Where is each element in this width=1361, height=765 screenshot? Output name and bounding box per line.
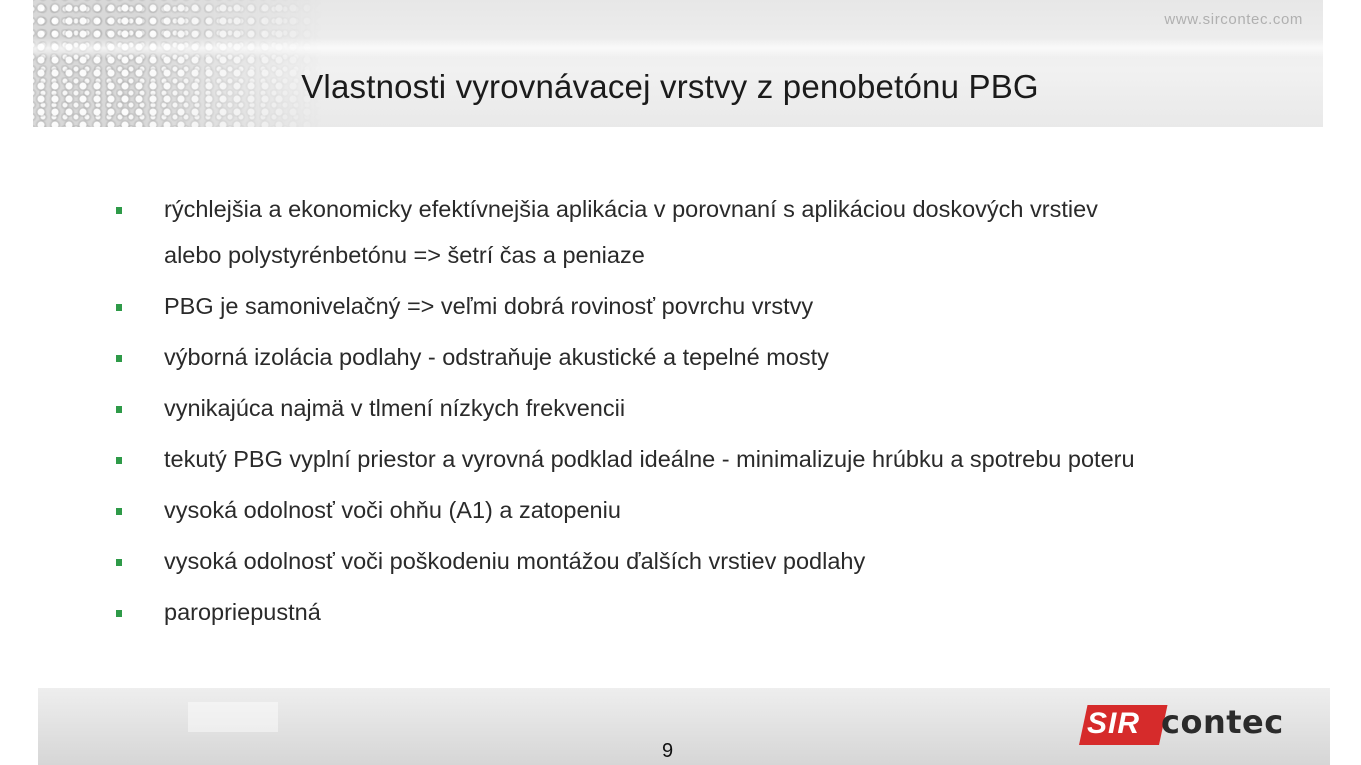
bullet-marker-icon <box>116 610 122 617</box>
bullet-text: vysoká odolnosť voči poškodeniu montážou ďalších vrstiev podlahy <box>164 548 866 574</box>
bullet-marker-icon <box>116 559 122 566</box>
sircontec-logo <box>1079 705 1299 745</box>
slide-title: Vlastnosti vyrovnávacej vrstvy z penobetónu PBG <box>301 68 1039 105</box>
bullet-text: rýchlejšia a ekonomicky efektívnejšia aplikácia v porovnaní s aplikáciou doskových vrstiev <box>164 196 1098 222</box>
bullet-text: vynikajúca najmä v tlmení nízkych frekvencii <box>164 395 626 421</box>
website-url: www.sircontec.com <box>1164 11 1303 28</box>
bullet-marker-icon <box>116 207 122 214</box>
bullet-marker-icon <box>116 406 122 413</box>
footer-decoration <box>188 702 278 732</box>
bullet-text: výborná izolácia podlahy - odstraňuje akustické a tepelné mosty <box>164 344 829 370</box>
bullet-marker-icon <box>116 457 122 464</box>
bullet-marker-icon <box>116 508 122 515</box>
bullet-marker-icon <box>116 304 122 311</box>
bullet-text-continuation: alebo polystyrénbetónu => šetrí čas a peniaze <box>164 242 645 268</box>
page-number: 9 <box>662 740 674 762</box>
logo-text-contec: contec <box>1161 703 1284 741</box>
bullet-text: tekutý PBG vyplní priestor a vyrovná podklad ideálne - minimalizuje hrúbku a spotrebu poteru <box>164 446 1135 472</box>
bullet-marker-icon <box>116 355 122 362</box>
logo-text-sir: SIR <box>1087 707 1141 740</box>
bullet-text: PBG je samonivelačný => veľmi dobrá rovinosť povrchu vrstvy <box>164 293 814 319</box>
bullet-text: vysoká odolnosť voči ohňu (A1) a zatopeniu <box>164 497 621 523</box>
bullet-text: paropriepustná <box>164 599 321 625</box>
